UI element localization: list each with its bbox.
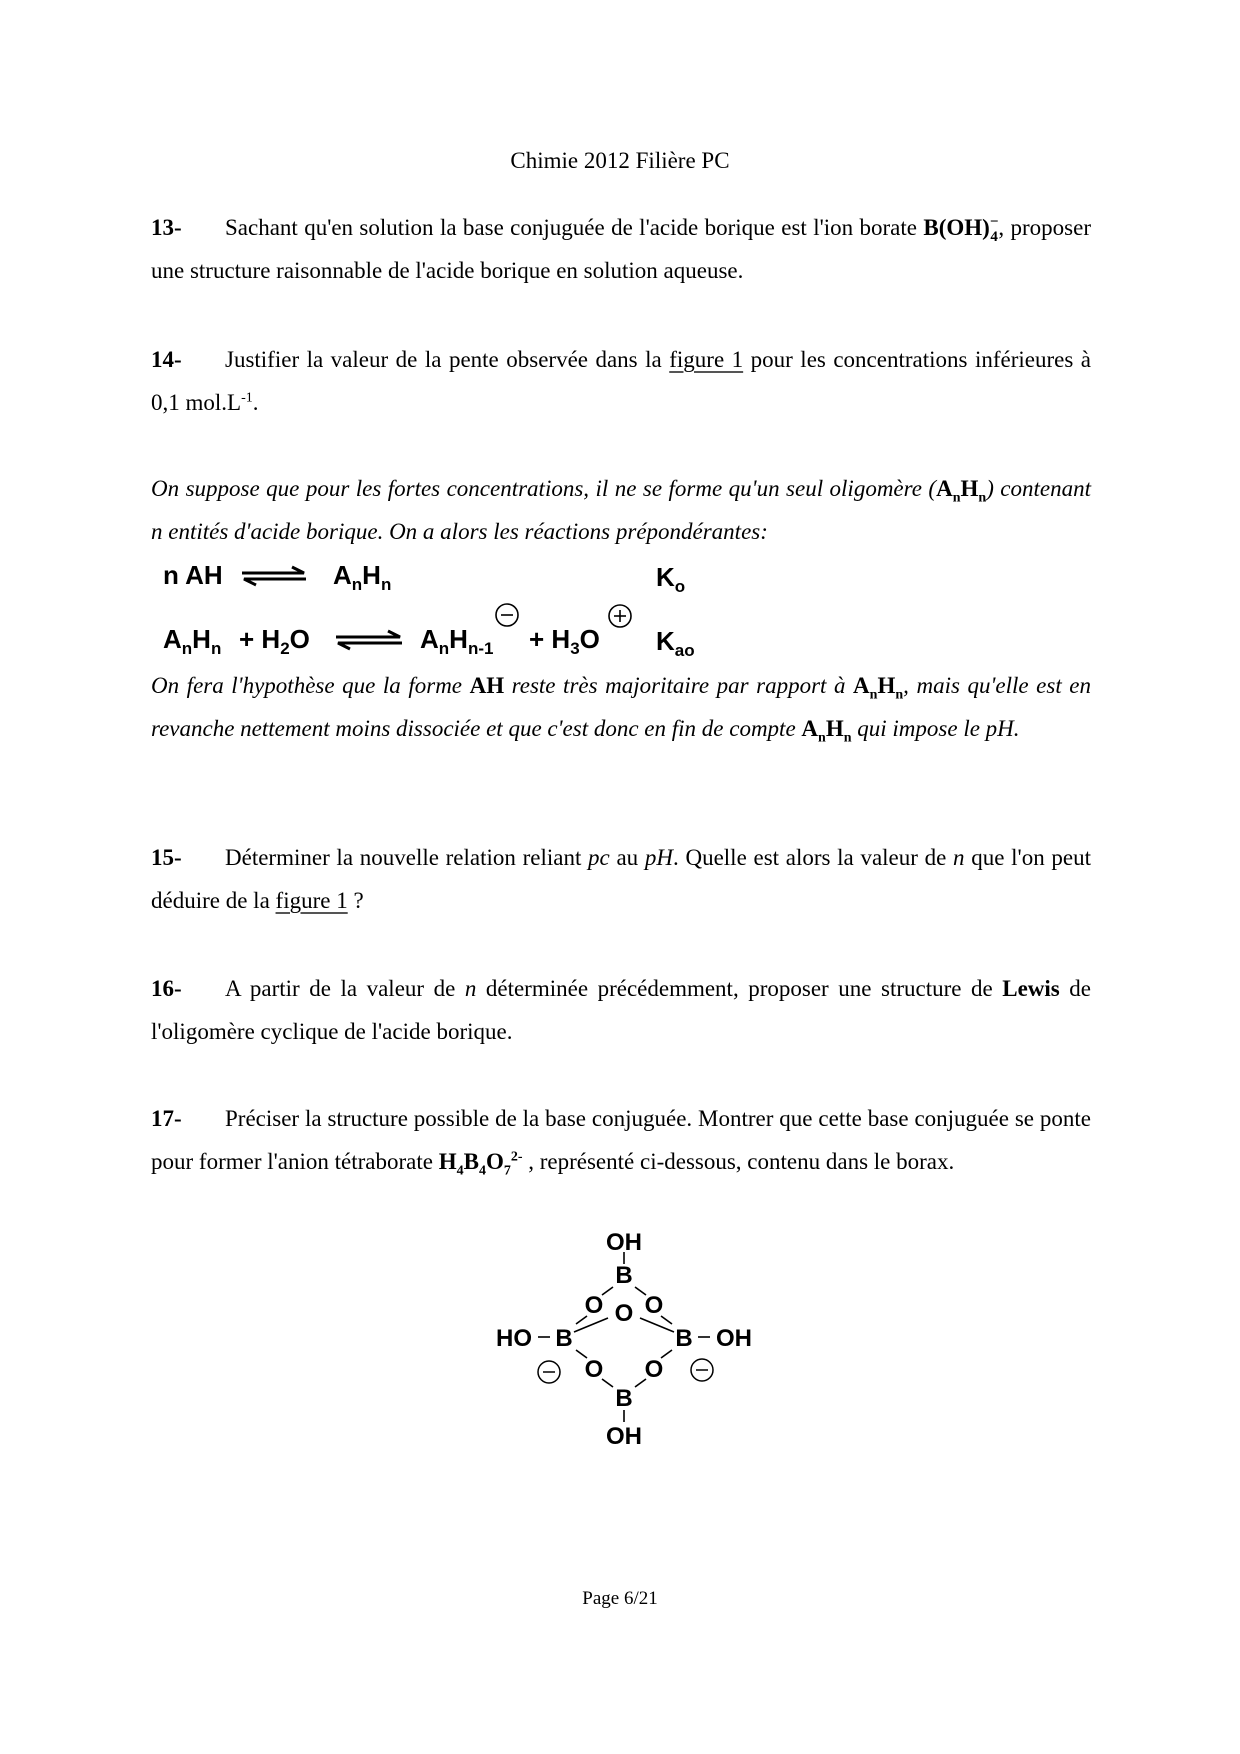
- tetraborate-formula: $H_4B_4O_7^{2-}$: [438, 1149, 523, 1179]
- oxygen-lower-right: O: [644, 1356, 664, 1383]
- oxygen-upper-left: O: [584, 1292, 604, 1319]
- negative-charge-icon: [494, 602, 520, 628]
- negative-charge-icon: [538, 1361, 560, 1383]
- question-15: 15- Déterminer la nouvelle relation reliant pc au pH. Quelle est alors la valeur de n que l'on peut déduire de la figure 1 ?: [151, 836, 1091, 922]
- hypothesis-dissociation: On fera l'hypothèse que la forme AH reste très majoritaire par rapport à $A_nH_n$, mais qu'elle est en revanche nettement moins dissociée et que c'est donc en fin de compte $A_nH_n$ qui impose le pH.: [151, 673, 1091, 746]
- question-number: 16-: [151, 976, 182, 1001]
- equilibrium-arrow-icon: [334, 629, 404, 651]
- question-14: 14- Justifier la valeur de la pente observée dans la figure 1 pour les concentrations inférieures à 0,1 $mol.L^{-1}$.: [151, 338, 1091, 424]
- boron-left: B: [555, 1325, 573, 1352]
- equation-2-reactant: $A_nH_n$: [163, 624, 222, 659]
- top-hydroxyl: OH: [606, 1229, 642, 1256]
- bottom-hydroxyl: OH: [606, 1423, 642, 1450]
- question-number: 15-: [151, 845, 182, 870]
- negative-charge-icon: [691, 1359, 713, 1381]
- equilibrium-arrow-icon: [240, 565, 308, 587]
- boron-top: B: [615, 1262, 633, 1289]
- borate-formula: B(OH) − 4: [923, 213, 999, 245]
- equilibrium-constant-ko: $K_o$: [656, 562, 686, 597]
- figure-1-link[interactable]: figure 1: [669, 347, 744, 372]
- hypothesis-oligomer: On suppose que pour les fortes concentrations, il ne se forme qu'un seul oligomère $(A_nH_n)$ contenant n entités d'acide borique. On a alors les réactions prépondérantes:: [151, 476, 1092, 544]
- equilibrium-constant-kao: $K_{ao}$: [656, 626, 695, 661]
- equation-2-hydronium: + $H_3O$: [529, 624, 600, 659]
- tetraborate-structure: [490, 1225, 760, 1450]
- equation-1-product: $A_nH_n$: [333, 560, 392, 595]
- equation-1-reactant: n AH: [163, 560, 223, 590]
- question-17: 17- Préciser la structure possible de la base conjuguée. Montrer que cette base conjuguée se ponte pour former l'anion tétraborate $H_4B_4O_7^{2-}$ , représenté ci-dessous, contenu dans le borax.: [151, 1097, 1091, 1183]
- question-number: 13-: [151, 215, 182, 240]
- equation-2-anion-product: $A_nH_{n-1}$: [420, 624, 494, 659]
- figure-1-link[interactable]: figure 1: [275, 888, 348, 913]
- oxygen-upper-right: O: [644, 1292, 664, 1319]
- page-number: Page 6/21: [582, 1588, 658, 1609]
- oxygen-center: O: [614, 1300, 634, 1327]
- question-16: 16- A partir de la valeur de n déterminée précédemment, proposer une structure de Lewis de l'oligomère cyclique de l'acide borique.: [151, 967, 1091, 1053]
- left-hydroxyl: HO: [496, 1325, 532, 1352]
- page-header: Chimie 2012 Filière PC: [510, 148, 730, 173]
- boron-bottom: B: [615, 1385, 633, 1412]
- equation-2-water: + $H_2O$: [239, 624, 310, 659]
- question-13: 13- Sachant qu'en solution la base conjuguée de l'acide borique est l'ion borate B(OH) − 4 , proposer une structure raisonnable de l'acide borique en solution aqueuse.: [151, 206, 1091, 292]
- boron-right: B: [675, 1325, 693, 1352]
- question-number: 14-: [151, 347, 182, 372]
- oxygen-lower-left: O: [584, 1356, 604, 1383]
- question-number: 17-: [151, 1106, 182, 1131]
- right-hydroxyl: OH: [716, 1325, 752, 1352]
- positive-charge-icon: [607, 603, 633, 629]
